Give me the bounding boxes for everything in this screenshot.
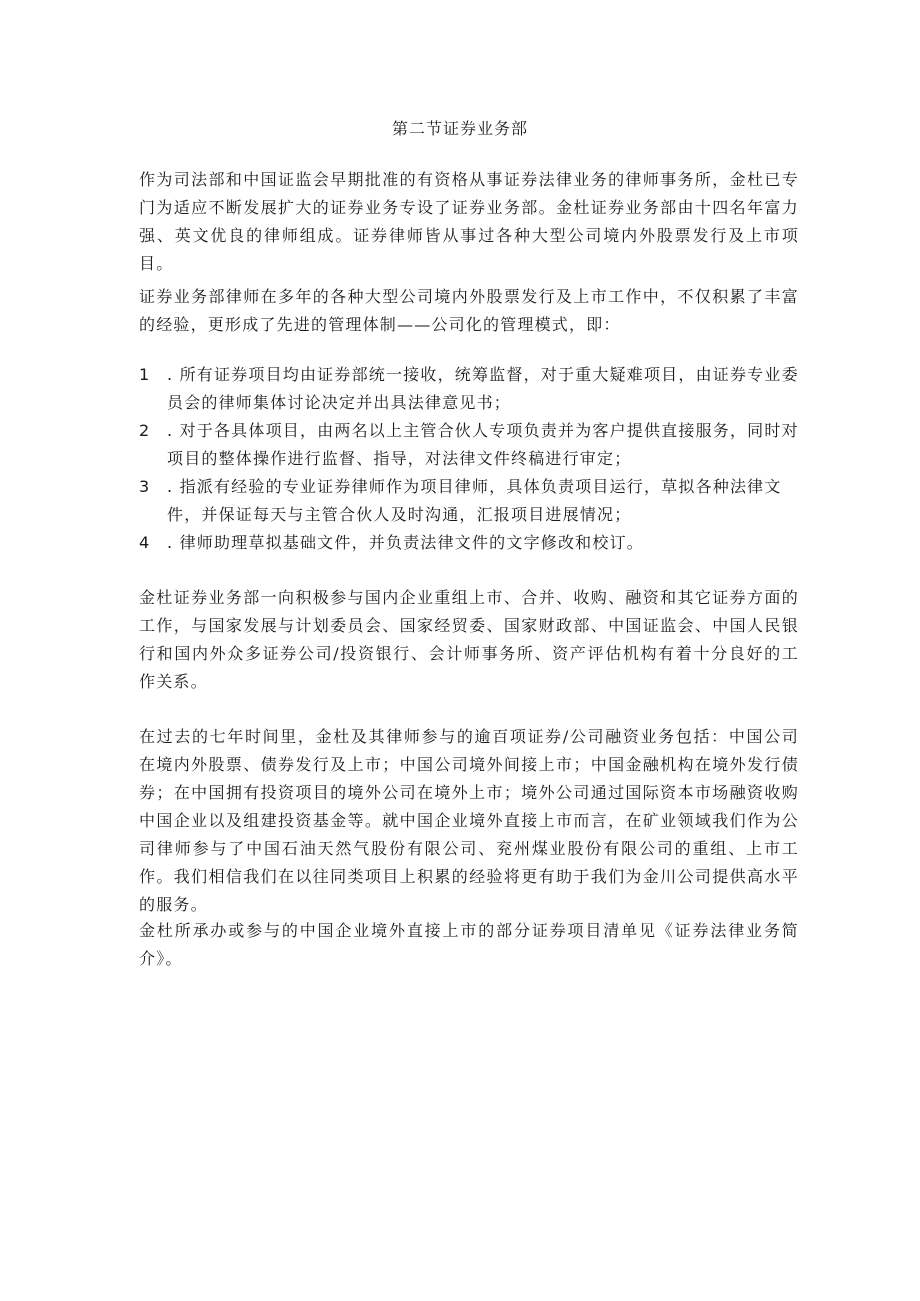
paragraph-relationships: 金杜证券业务部一向积极参与国内企业重组上市、合并、收购、融资和其它证券方面的工作，与国家发展与计划委员会、国家经贸委、国家财政部、中国证监会、中国人民银行和国内外众多证券公司/投资银行、会计师事务所、资产评估机构有着十分良好的工作关系。	[139, 588, 799, 691]
paragraph-intro: 作为司法部和中国证监会早期批准的有资格从事证券法律业务的律师事务所，金杜已专门为适应不断发展扩大的证券业务专设了证券业务部。金杜证券业务部由十四名年富力强、英文优良的律师组成。证券律师皆从事过各种大型公司境内外股票发行及上市项目。	[139, 170, 799, 273]
list-item-number: 2	[139, 421, 151, 440]
section-title: 第二节证券业务部	[391, 119, 528, 138]
list-item	[139, 417, 799, 473]
list-item-text: . 对于各具体项目，由两名以上主管合伙人专项负责并为客户提供直接服务，同时对项目的整体操作进行监督、指导，对法律文件终稿进行审定；	[167, 421, 799, 468]
list-item-number: 4	[139, 533, 151, 552]
list-item-number: 1	[139, 365, 151, 384]
paragraph-management: 证券业务部律师在多年的各种大型公司境内外股票发行及上市工作中，不仅积累了丰富的经验，更形成了先进的管理体制——公司化的管理模式，即：	[139, 287, 799, 334]
paragraph-experience: 在过去的七年时间里，金杜及其律师参与的逾百项证券/公司融资业务包括：中国公司在境内外股票、债券发行及上市；中国公司境外间接上市；中国金融机构在境外发行债券；在中国拥有投资项目的境外公司在境外上市；境外公司通过国际资本市场融资收购中国企业以及组建投资基金等。就中国企业境外直接上市而言，在矿业领域我们作为公司律师参与了中国石油天然气股份有限公司、兖州煤业股份有限公司的重组、上市工作。我们相信我们在以往同类项目上积累的经验将更有助于我们为金川公司提供高水平的服务。	[139, 727, 799, 914]
paragraph-reference: 金杜所承办或参与的中国企业境外直接上市的部分证券项目清单见《证券法律业务简介》。	[139, 921, 799, 968]
list-item-number: 3	[139, 477, 151, 496]
list-item	[139, 361, 799, 417]
numbered-list	[139, 361, 799, 557]
list-item	[139, 529, 799, 557]
list-item-text: . 指派有经验的专业证券律师作为项目律师，具体负责项目运行，草拟各种法律文件，并保证每天与主管合伙人及时沟通，汇报项目进展情况；	[167, 477, 782, 524]
list-item-text: . 所有证券项目均由证券部统一接收，统筹监督，对于重大疑难项目，由证券专业委员会的律师集体讨论决定并出具法律意见书；	[167, 365, 799, 412]
list-item-text: . 律师助理草拟基础文件，并负责法律文件的文字修改和校订。	[167, 533, 644, 552]
list-item	[139, 473, 799, 529]
